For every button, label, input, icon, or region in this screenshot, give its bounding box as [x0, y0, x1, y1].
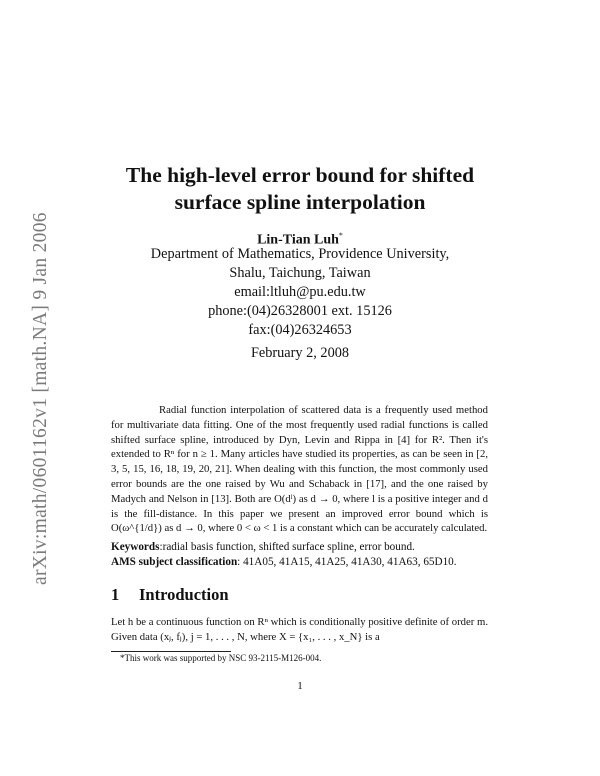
footnote-rule [111, 651, 231, 652]
affiliation-department: Department of Mathematics, Providence University, [150, 246, 450, 262]
section-title: Introduction [139, 585, 229, 604]
keywords-label: Keywords [111, 541, 160, 553]
title-line-2: surface spline interpolation [174, 190, 426, 214]
author-footnote-mark: * [338, 231, 343, 240]
author-name: Lin-Tian Luh [257, 232, 339, 248]
ams-value: : 41A05, 41A15, 41A25, 41A30, 41A63, 65D10. [237, 556, 457, 568]
keywords-value: :radial basis function, shifted surface spline, error bound. [159, 541, 415, 553]
section-number: 1 [111, 585, 120, 604]
affiliation-phone: phone:(04)26328001 ext. 15126 [208, 303, 392, 319]
affiliation-block [95, 245, 505, 340]
abstract-text: Radial function interpolation of scattered data is a frequently used method for multivariate data fitting. One of the most frequently used radial functions is called shifted surface spline, introduced by Dyn, Levin and Rippa in [4] for R². Then it's extended to Rⁿ for n ≥ 1. Many articles have studied its properties, as can be seen in [2, 3, 5, 15, 16, 18, 19, 20, 21]. When dealing with this function, the most commonly used error bounds are the one raised by Wu and Schaback in [17], and the one raised by Madych and Nelson in [13]. Both are O(dˡ) as d → 0, where l is a positive integer and d is the fill-distance. In this paper we present an improved error bound which is O(ω^{1/d}) as d → 0, where 0 < ω < 1 is a constant which can be accurately calculated. [111, 404, 488, 535]
page-number: 1 [297, 680, 303, 692]
affiliation-email: email:ltluh@pu.edu.tw [234, 284, 366, 300]
affiliation-fax: fax:(04)26324653 [248, 322, 352, 338]
title-line-1: The high-level error bound for shifted [125, 163, 475, 187]
ams-classification-line [111, 555, 488, 570]
paper-date: February 2, 2008 [250, 345, 350, 361]
affiliation-location: Shalu, Taichung, Taiwan [229, 265, 371, 281]
section-heading [111, 585, 229, 605]
ams-label: AMS subject classification [111, 556, 238, 568]
keywords-line [111, 540, 488, 555]
paper-title [95, 162, 505, 216]
intro-paragraph: Let h be a continuous function on Rⁿ which is conditionally positive definite of order m. Given data (xⱼ, fⱼ), j = 1, . . . , N, where X = {x₁, . . . , x_N} is a [111, 616, 488, 643]
footnote-text: *This work was supported by NSC 93-2115-M126-004. [120, 653, 322, 663]
arxiv-identifier: arXiv:math/0601162v1 [math.NA] 9 Jan 2006 [30, 212, 51, 585]
